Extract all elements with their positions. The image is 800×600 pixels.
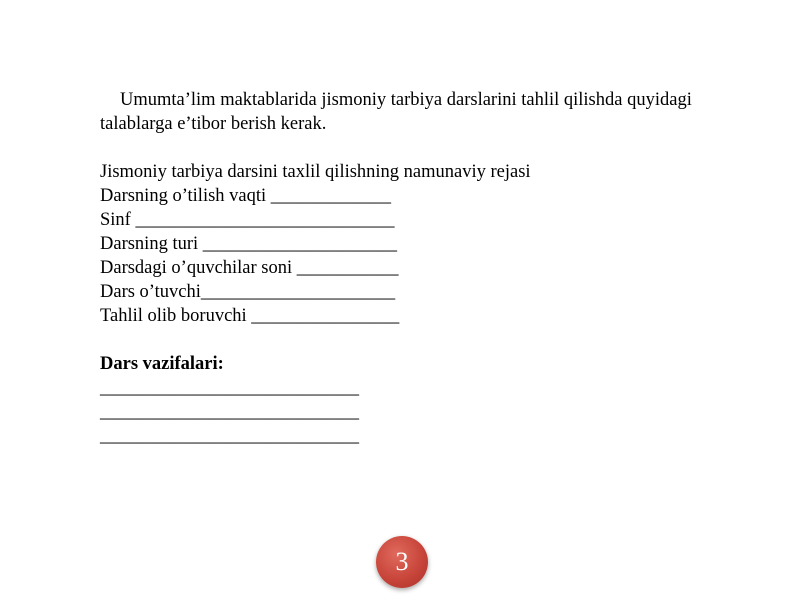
field-teacher: Dars o’tuvchi_____________________ bbox=[100, 282, 396, 302]
plan-title: Jismoniy tarbiya darsini taxlil qilishning namunaviy rejasi bbox=[100, 162, 531, 182]
task-blank-line: ____________________________ bbox=[100, 378, 359, 398]
field-lesson-type: Darsning turi _____________________ bbox=[100, 234, 398, 254]
page-number: 3 bbox=[395, 547, 409, 576]
intro-paragraph: Umumta’lim maktablarida jismoniy tarbiya darslarini tahlil qilishda quyidagi talablarga e’tibor berish kerak. bbox=[100, 90, 692, 134]
page-number-badge bbox=[376, 536, 428, 588]
spacer bbox=[100, 328, 750, 352]
field-class: Sinf ____________________________ bbox=[100, 210, 395, 230]
spacer bbox=[100, 136, 750, 160]
field-lesson-time: Darsning o’tilish vaqti _____________ bbox=[100, 186, 392, 206]
task-blank-line: ____________________________ bbox=[100, 402, 359, 422]
task-blank-line: ____________________________ bbox=[100, 426, 359, 446]
field-analyst: Tahlil olib boruvchi ________________ bbox=[100, 306, 400, 326]
document-body bbox=[100, 88, 750, 448]
tasks-heading: Dars vazifalari: bbox=[100, 354, 224, 374]
field-student-count: Darsdagi o’quvchilar soni ___________ bbox=[100, 258, 399, 278]
